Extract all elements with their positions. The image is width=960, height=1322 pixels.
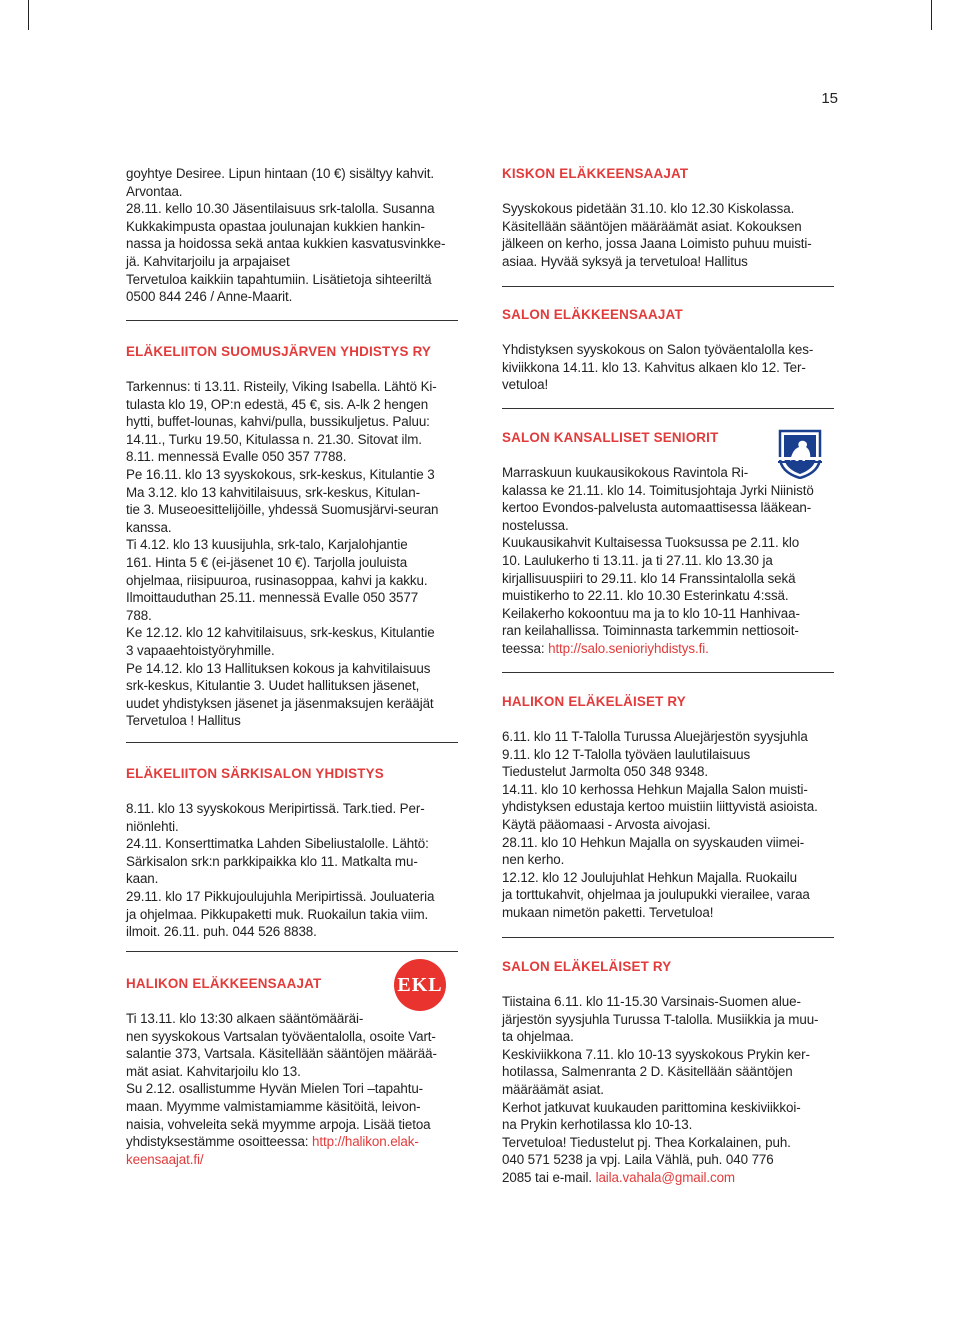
- text-line: asiaa. Hyvää syksyä ja tervetuloa! Hallitus: [502, 253, 748, 269]
- text-line: mät asiat. Kahvitarjoilu klo 13.: [126, 1063, 301, 1079]
- text-line: srk-keskus, Kitulantie 3. Uudet hallituksen jäsenet,: [126, 678, 420, 694]
- text-line: Tiedustelut Jarmolta 050 348 9348.: [502, 764, 709, 780]
- page-number: 15: [821, 90, 838, 107]
- text-line: kanssa.: [126, 519, 172, 535]
- text-line: na Prykin kerhotilassa klo 10-13.: [502, 1117, 693, 1133]
- text-line: salantie 373, Vartsala. Käsitellään sääntöjen määrää-: [126, 1046, 437, 1062]
- divider: [126, 320, 458, 321]
- text-line: 28.11. kello 10.30 Jäsentilaisuus srk-talolla. Susanna: [126, 201, 435, 217]
- section-body: [502, 200, 834, 270]
- text-line: Ke 12.12. klo 12 kahvitilaisuus, srk-keskus, Kitulantie: [126, 625, 435, 641]
- text-line: Ma 3.12. klo 13 kahvitilaisuus, srk-keskus, Kitulan-: [126, 484, 420, 500]
- lion-crest-icon: [774, 427, 826, 479]
- section-body: [502, 728, 834, 922]
- halikon-elakkeensaajat-section: [126, 959, 458, 1168]
- text-line: Ti 13.11. klo 13:30 alkaen sääntömääräi-: [126, 1011, 364, 1026]
- text-line: maan. Myymme valmistamiamme käsitöitä, leivon-: [126, 1098, 421, 1114]
- ekl-logo: EKL: [394, 959, 446, 1011]
- section-body: [126, 378, 458, 730]
- text-line: tulasta klo 19, OP:n edestä, 45 €, sis. A-lk 2 hengen: [126, 396, 429, 412]
- section-body: [502, 341, 834, 394]
- text-line: Keskiviikkona 7.11. klo 10-13 syyskokous Prykin ker-: [502, 1046, 810, 1062]
- text-line: 788.: [126, 607, 152, 623]
- text-line: kaan.: [126, 871, 159, 887]
- text-line: 10. Laulukerho ti 13.11. ja ti 27.11. klo 13.30 ja: [502, 552, 773, 568]
- text-line: goyhtye Desiree. Lipun hintaan (10 €) sisältyy kahvit.: [126, 166, 434, 181]
- text-line: Ti 4.12. klo 13 kuusijuhla, srk-talo, Karjalohjantie: [126, 537, 408, 553]
- section-body: [126, 1010, 458, 1133]
- section-title: SALON KANSALLISET SENIORIT: [502, 430, 719, 445]
- text-line: 14.11. klo 10 kerhossa Hehkun Majalla Salon muisti-: [502, 781, 808, 797]
- text-line: nen kerho.: [502, 852, 565, 868]
- text-line: 8.11. klo 13 syyskokous Meripirtissä. Tark.tied. Per-: [126, 801, 425, 816]
- crop-mark-right: [931, 0, 932, 30]
- text-line: 161. Hinta 5 € (ei-jäsenet 10 €). Tarjolla jouluista: [126, 554, 408, 570]
- kiskon-section: [502, 165, 834, 270]
- text-line: Kukkakimpusta opastaa joulunajan kukkien hankin-: [126, 218, 425, 234]
- text-line: Pe 16.11. klo 13 syyskokous, srk-keskus, Kitulantie 3: [126, 466, 435, 482]
- text-line: kiviikkona 14.11. klo 13. Kahvitus alkaen klo 12. Ter-: [502, 359, 806, 375]
- halikon-elakelaiset-section: [502, 693, 834, 922]
- text-line: kertoo Evondos-palvelusta automaattisessa lääkean-: [502, 500, 812, 516]
- text-line: ran keilahallissa. Toiminnasta tarkemmin nettiosoit-: [502, 623, 799, 639]
- website-line: yhdistyksestämme osoitteessa: http://halikon.elak-: [126, 1134, 419, 1150]
- text-line: Ilmoittauduthan 25.11. mennessä Evalle 050 3577: [126, 590, 419, 606]
- salon-elakkeensaajat-section: [502, 306, 834, 394]
- text-line: 12.12. klo 12 Joulujuhlat Hehkun Majalla. Ruokailu: [502, 869, 797, 885]
- text-line: ohjelmaa, riisipuuroa, rusinasoppaa, kahvi ja kakku.: [126, 572, 428, 588]
- email-line: 2085 tai e-mail. laila.vahala@gmail.com: [502, 1169, 735, 1185]
- section-title: SALON ELÄKKEENSAAJAT: [502, 307, 683, 322]
- text-line: Särkisalon srk:n parkkipaikka klo 11. Matkalta mu-: [126, 853, 418, 869]
- text-line: Tervetuloa! Tiedustelut pj. Thea Korkalainen, puh.: [502, 1134, 791, 1150]
- text-line: 29.11. klo 17 Pikkujoulujuhla Meripirtissä. Jouluateria: [126, 888, 435, 904]
- text-line: ja ohjelmaa. Pikkupaketti muk. Ruokailun takia viim.: [126, 906, 429, 922]
- website-link[interactable]: http://salo.senioriyhdistys.fi.: [548, 640, 709, 656]
- text-line: naisia, vohveleita sekä myymme arpoja. Lisää tietoa: [126, 1116, 431, 1132]
- text-line: Kuukausikahvit Kultaisessa Tuoksussa pe 2.11. klo: [502, 535, 800, 551]
- text-line: yhdistyksen edustaja kertoo muistiin liittyvistä asioista.: [502, 799, 818, 815]
- text-line: Yhdistyksen syyskokous on Salon työväentalolla kes-: [502, 342, 814, 357]
- section-title: HALIKON ELÄKKEENSAAJAT: [126, 976, 322, 991]
- text-line: mukaan nimetön paketti. Tervetuloa!: [502, 904, 714, 920]
- text-line: 0500 844 246 / Anne-Maarit.: [126, 289, 293, 305]
- website-link[interactable]: http://halikon.elak-: [312, 1134, 419, 1150]
- text-line: Tarkennus: ti 13.11. Risteily, Viking Isabella. Lähtö Ki-: [126, 379, 437, 394]
- text-line: ilmoit. 26.11. puh. 044 526 8838.: [126, 924, 317, 940]
- divider: [502, 672, 834, 673]
- text-line: ta ohjelmaa.: [502, 1029, 574, 1045]
- text-line: nostelussa.: [502, 517, 569, 533]
- suomusjarvi-section: [126, 343, 458, 730]
- text-line: jälkeen on kerho, jossa Jaana Loimisto puhuu muisti-: [502, 236, 812, 252]
- text-line: hotilassa, Salmenranta 2 D. Käsitellään sääntöjen: [502, 1064, 793, 1080]
- text-line: muistikerho to 22.11. klo 10.30 Esterinkatu 4:ssä.: [502, 588, 789, 604]
- text-line: niönlehti.: [126, 818, 179, 834]
- text-line: Pe 14.12. klo 13 Hallituksen kokous ja kahvitilaisuus: [126, 660, 431, 676]
- text-line: ja torttukahvit, ohjelmaa ja joulupukki vierailee, varaa: [502, 887, 810, 903]
- salon-seniorit-section: [502, 429, 834, 658]
- text-line: Tervetuloa kaikkiin tapahtumiin. Lisätietoja sihteeriltä: [126, 271, 432, 287]
- text-line: nassa ja hoidossa sekä antaa kukkien kasvatusvinkke-: [126, 236, 446, 252]
- section-title: HALIKON ELÄKELÄISET RY: [502, 694, 686, 709]
- section-title: SALON ELÄKELÄISET RY: [502, 959, 672, 974]
- text-line: Su 2.12. osallistumme Hyvän Mielen Tori –tapahtu-: [126, 1081, 424, 1097]
- intro-text: [126, 165, 458, 306]
- section-body: [502, 464, 834, 640]
- text-line: 8.11. mennessä Evalle 050 357 7788.: [126, 449, 347, 465]
- website-line: [126, 1151, 458, 1169]
- text-line: tie 3. Museoesittelijöille, yhdessä Suomusjärvi-seuran: [126, 502, 439, 518]
- text-line: kalassa ke 21.11. klo 14. Toimitusjohtaja Jyrki Niinistö: [502, 482, 814, 498]
- text-line: määräämät asiat.: [502, 1081, 604, 1097]
- text-line: Käytä pääomaasi - Arvosta aivojasi.: [502, 816, 711, 832]
- text-line: vetuloa!: [502, 377, 549, 393]
- text-line: Syyskokous pidetään 31.10. klo 12.30 Kiskolassa.: [502, 201, 795, 216]
- text-line: 3 vapaaehtoistyöryhmille.: [126, 642, 275, 658]
- section-body: [126, 800, 458, 941]
- text-line: 28.11. klo 10 Hehkun Majalla on syyskauden viimei-: [502, 834, 805, 850]
- crop-mark-left: [28, 0, 29, 30]
- text-line: Kerhot jatkuvat kuukauden parittomina keskiviikkoi-: [502, 1099, 801, 1115]
- text-line: Keilakerho kokoontuu ma ja to klo 10-11 Hanhivaa-: [502, 605, 800, 621]
- text-line: jä. Kahvitarjoilu ja arpajaiset: [126, 253, 290, 269]
- salon-elakelaiset-section: [502, 958, 834, 1187]
- divider: [502, 937, 834, 938]
- section-body: [502, 993, 834, 1169]
- website-link[interactable]: keensaajat.fi/: [126, 1151, 204, 1167]
- text-line: Käsitellään sääntöjen määräämät asiat. Kokouksen: [502, 218, 802, 234]
- divider: [502, 286, 834, 287]
- intro-block: [126, 165, 458, 306]
- email-link[interactable]: laila.vahala@gmail.com: [595, 1169, 735, 1185]
- section-title: KISKON ELÄKKEENSAAJAT: [502, 166, 689, 181]
- text-line: Marraskuun kuukausikokous Ravintola Ri-: [502, 465, 749, 480]
- text-line: 6.11. klo 11 T-Talolla Turussa Aluejärjestön syysjuhla: [502, 729, 808, 744]
- text-line: nen syyskokous Vartsalan työväentalolla, osoite Vart-: [126, 1028, 436, 1044]
- section-title: ELÄKELIITON SUOMUSJÄRVEN YHDISTYS RY: [126, 344, 432, 359]
- text-line: Arvontaa.: [126, 183, 183, 199]
- text-line: uudet yhdistyksen jäsenet ja jäsenmaksujen kerääjät: [126, 695, 434, 711]
- sarkisalo-section: [126, 765, 458, 941]
- text-line: 24.11. Konserttimatka Lahden Sibeliustalolle. Lähtö:: [126, 836, 429, 852]
- section-title: ELÄKELIITON SÄRKISALON YHDISTYS: [126, 766, 384, 781]
- text-line: 9.11. klo 12 T-Talolla työväen laulutilaisuus: [502, 746, 751, 762]
- text-line: 14.11., Turku 19.50, Kitulassa n. 21.30. Sitovat ilm.: [126, 431, 422, 447]
- divider: [502, 408, 834, 409]
- divider: [126, 742, 458, 743]
- text-line: Tiistaina 6.11. klo 11-15.30 Varsinais-Suomen alue-: [502, 994, 801, 1009]
- website-line: teessa: http://salo.senioriyhdistys.fi.: [502, 640, 709, 656]
- divider: [126, 951, 458, 952]
- text-line: järjestön syysjuhla Turussa T-talolla. Musiikkia ja muu-: [502, 1011, 819, 1027]
- text-line: Tervetuloa ! Hallitus: [126, 713, 241, 729]
- text-line: kirjallisuuspiiri to 29.11. klo 14 Franssintalolla sekä: [502, 570, 796, 586]
- text-line: hytti, buffet-lounas, kahvi/pulla, bussikuljetus. Paluu:: [126, 414, 430, 430]
- text-line: 040 571 5238 ja vpj. Laila Vählä, puh. 040 776: [502, 1152, 774, 1168]
